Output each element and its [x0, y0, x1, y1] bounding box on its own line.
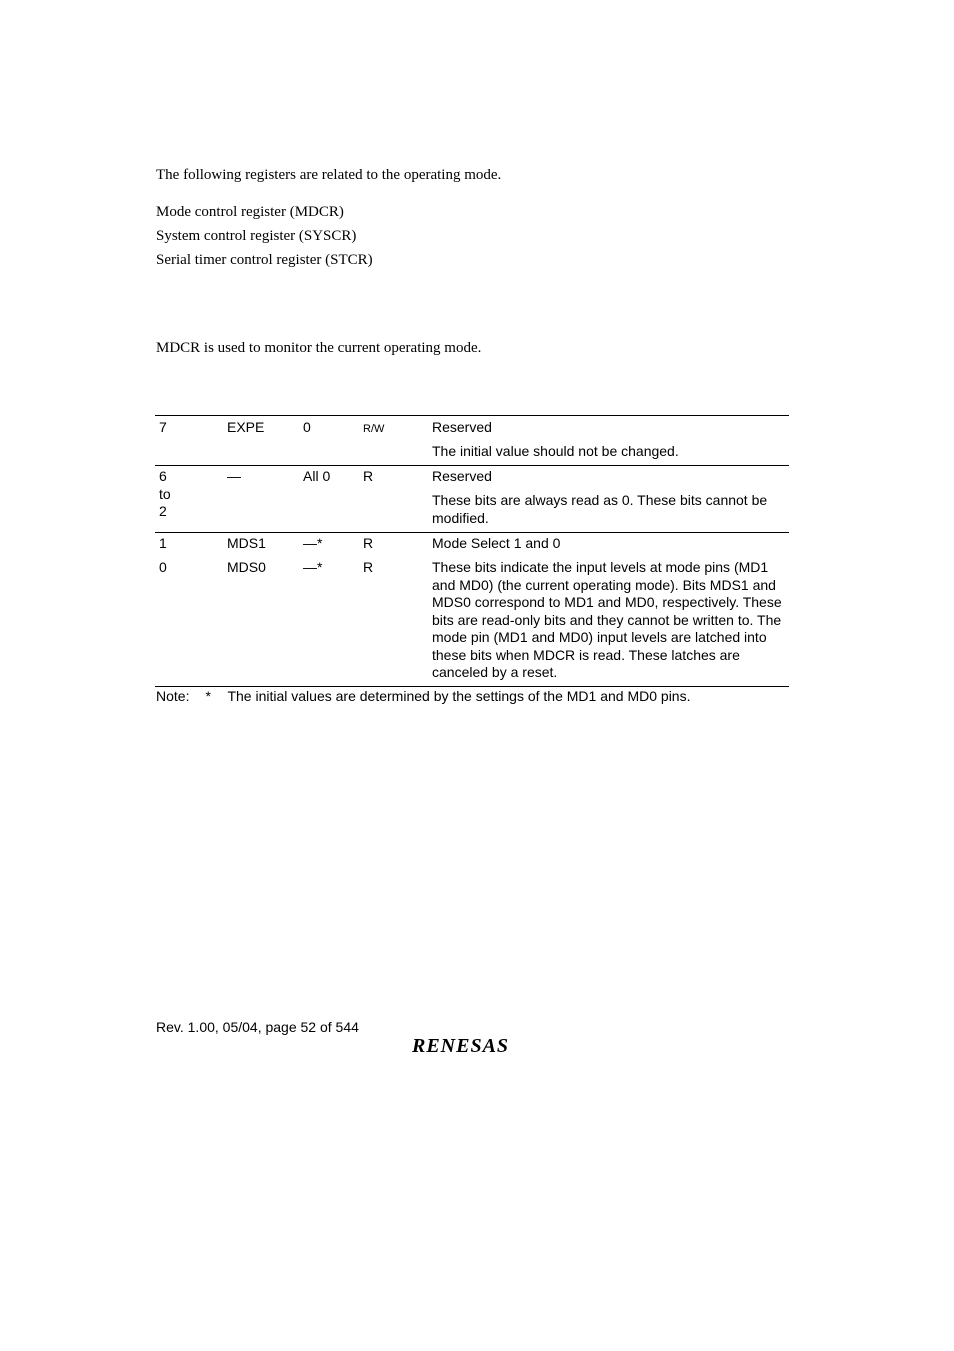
- intro-text: The following registers are related to the operating mode.: [156, 167, 502, 183]
- register-item-stcr: Serial timer control register (STCR): [156, 252, 373, 268]
- bit-number: 7: [159, 419, 167, 435]
- renesas-logo-mark: [412, 1035, 534, 1055]
- description-body: The initial value should not be changed.: [432, 443, 679, 459]
- table-note: [156, 688, 691, 704]
- initial-value: —*: [303, 535, 323, 551]
- logo-text: RENESAS: [412, 1035, 510, 1055]
- bit-name: EXPE: [227, 419, 265, 435]
- rw-attribute: R: [363, 559, 374, 575]
- rw-attribute: R: [363, 468, 374, 484]
- description-title: Mode Select 1 and 0: [432, 535, 561, 551]
- rw-attribute: R/W: [363, 423, 385, 435]
- bit-name: MDS1: [227, 535, 266, 551]
- table-row: [155, 416, 789, 465]
- mdcr-bit-table: [155, 415, 789, 687]
- initial-value: 0: [303, 419, 311, 435]
- table-row: [155, 465, 789, 532]
- renesas-logo: [412, 1035, 534, 1060]
- description-body: These bits are always read as 0. These bits cannot be modified.: [432, 492, 768, 526]
- description-title: Reserved: [432, 468, 492, 484]
- register-item-syscr: System control register (SYSCR): [156, 228, 357, 244]
- bit-range-to: to: [159, 485, 171, 502]
- note-text: The initial values are determined by the settings of the MD1 and MD0 pins.: [227, 688, 691, 704]
- bit-name: —: [227, 468, 241, 484]
- note-marker: *: [205, 688, 211, 704]
- note-label: Note:: [156, 688, 190, 704]
- initial-value: All 0: [303, 468, 331, 484]
- bit-number: 1: [159, 535, 167, 551]
- rw-attribute: R: [363, 535, 374, 551]
- bit-range-start: 6: [159, 468, 167, 484]
- mdcr-description: MDCR is used to monitor the current operating mode.: [156, 340, 482, 356]
- bit-range-end: 2: [159, 503, 167, 519]
- initial-value: —*: [303, 559, 323, 575]
- page-footer-info: Rev. 1.00, 05/04, page 52 of 544: [156, 1019, 359, 1035]
- description-title: Reserved: [432, 419, 492, 435]
- table-row: [155, 532, 789, 686]
- bit-number-range: [159, 468, 219, 521]
- bit-number: 0: [159, 559, 167, 575]
- bit-name: MDS0: [227, 559, 266, 575]
- register-item-mdcr: Mode control register (MDCR): [156, 204, 344, 220]
- description-body: These bits indicate the input levels at mode pins (MD1 and MD0) (the current operating mode). Bits MDS1 and MDS0 correspond to MD1 and MD0, respectively. These bits are read-only bits and they cannot be written to. The mode pin (MD1 and MD0) input levels are latched into these bits when MDCR is read. These latches are canceled by a reset.: [432, 559, 782, 680]
